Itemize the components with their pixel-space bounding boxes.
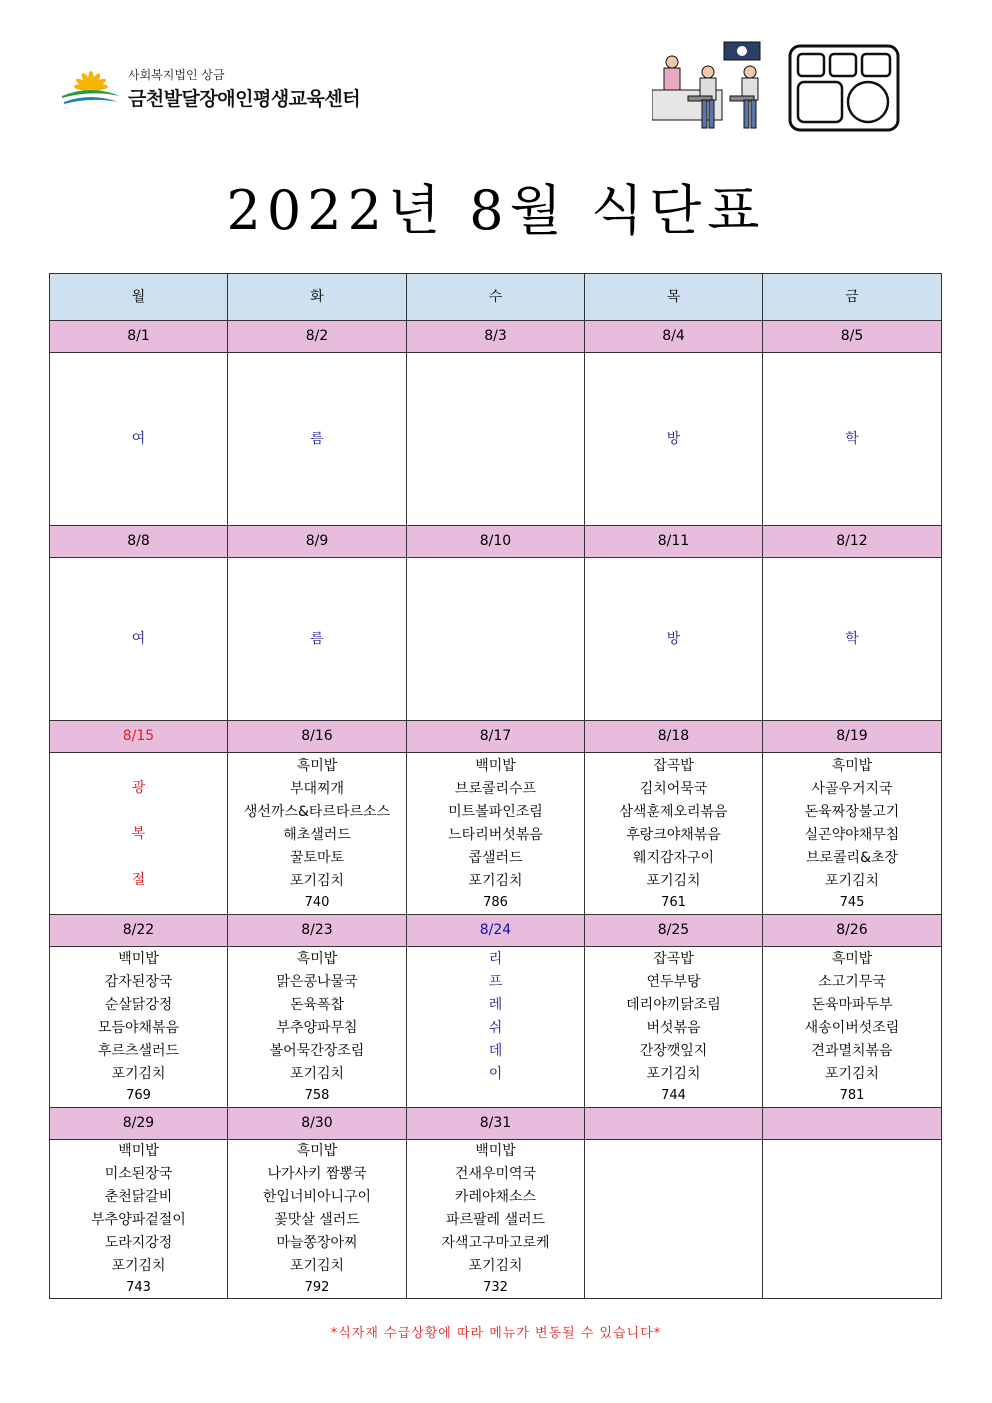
vacation-label: 학	[845, 630, 859, 647]
date-cell: 8/18	[585, 721, 763, 753]
menu-item: 간장깻잎지	[639, 1043, 708, 1059]
page-title: 2022년 8월 식단표	[226, 179, 766, 242]
menu-cell	[228, 753, 407, 915]
menu-item: 마늘쫑장아찌	[276, 1235, 358, 1251]
menu-item: 흑미밥	[831, 757, 873, 774]
menu-item: 부추양파무침	[276, 1020, 358, 1036]
menu-item: 포기김치	[289, 1258, 345, 1274]
calorie-value: 745	[839, 894, 865, 910]
refresh-day-label: 쉬	[488, 1020, 503, 1036]
cafeteria-staff-icon	[652, 40, 772, 132]
refresh-day-label: 리	[488, 951, 503, 967]
menu-row	[50, 753, 942, 915]
menu-cell	[585, 753, 763, 915]
menu-item: 도라지강정	[104, 1235, 173, 1251]
menu-item: 백미밥	[475, 757, 516, 774]
menu-item: 흑미밥	[296, 951, 338, 967]
date-cell	[763, 1108, 942, 1140]
menu-cell	[50, 558, 228, 721]
holiday-label: 광	[131, 779, 146, 796]
vacation-label: 방	[666, 630, 681, 647]
menu-cell	[407, 558, 585, 721]
calorie-value: 744	[661, 1088, 686, 1103]
menu-cell	[585, 947, 763, 1108]
sun-logo-icon	[60, 66, 122, 110]
menu-item: 데리야끼닭조림	[626, 997, 721, 1013]
menu-cell	[763, 1140, 942, 1299]
menu-item: 꿀토마토	[289, 849, 345, 866]
weekday-tue: 화	[228, 274, 407, 321]
date-row	[50, 721, 942, 753]
menu-item: 순살닭강정	[104, 997, 173, 1013]
calorie-value: 740	[304, 894, 330, 910]
calorie-value: 732	[483, 1280, 508, 1295]
menu-item: 브로콜리&초장	[805, 849, 899, 866]
date-cell: 8/12	[763, 526, 942, 558]
date-cell: 8/10	[407, 526, 585, 558]
menu-item: 포기김치	[289, 872, 345, 889]
calorie-value: 792	[304, 1280, 330, 1295]
spacer	[407, 1086, 584, 1106]
menu-item: 견과멸치볶음	[811, 1043, 893, 1059]
menu-item: 웨지감자구이	[632, 849, 715, 866]
menu-cell	[407, 1140, 585, 1299]
menu-cell	[50, 353, 228, 526]
vacation-label: 여	[131, 630, 146, 647]
menu-item: 감자된장국	[104, 974, 173, 990]
menu-item: 콥샐러드	[468, 849, 523, 866]
vacation-label: 여	[131, 430, 146, 447]
date-cell: 8/30	[228, 1108, 407, 1140]
weekday-header-row	[50, 274, 942, 321]
menu-change-note: *식자재 수급상황에 따라 메뉴가 변동될 수 있습니다*	[330, 1326, 662, 1341]
menu-item: 파르팔레 샐러드	[445, 1212, 546, 1228]
meal-tray-icon	[788, 44, 900, 132]
menu-item: 돈육폭찹	[289, 997, 345, 1013]
refresh-day-label: 이	[488, 1066, 503, 1082]
menu-item: 포기김치	[468, 872, 523, 889]
menu-item: 생선까스&타르타르소스	[243, 803, 391, 820]
menu-cell	[407, 353, 585, 526]
holiday-label: 절	[131, 871, 146, 888]
menu-item: 사골우거지국	[811, 780, 893, 797]
menu-row	[50, 558, 942, 721]
menu-item: 돈육마파두부	[811, 997, 893, 1013]
weekday-mon: 월	[50, 274, 228, 321]
date-cell: 8/11	[585, 526, 763, 558]
menu-item: 브로콜리수프	[454, 780, 537, 797]
refresh-day-label: 레	[488, 997, 503, 1013]
menu-item: 흑미밥	[296, 1143, 338, 1159]
menu-cell	[763, 558, 942, 721]
holiday-label: 복	[131, 825, 146, 842]
menu-item: 자색고구마고로케	[441, 1235, 550, 1251]
menu-cell	[228, 1140, 407, 1299]
date-cell: 8/5	[763, 321, 942, 353]
date-row	[50, 915, 942, 947]
menu-item: 카레야채소스	[454, 1189, 537, 1205]
menu-cell	[228, 353, 407, 526]
menu-cell	[407, 753, 585, 915]
date-cell: 8/1	[50, 321, 228, 353]
menu-cell	[763, 353, 942, 526]
vacation-label: 방	[666, 430, 681, 447]
org-header	[60, 62, 400, 112]
menu-item: 김치어묵국	[639, 780, 708, 797]
menu-item: 나가사키 짬뽕국	[267, 1166, 367, 1182]
menu-item: 포기김치	[646, 1066, 701, 1082]
menu-item: 포기김치	[646, 872, 701, 889]
calorie-value: 743	[126, 1280, 151, 1295]
menu-cell	[763, 947, 942, 1108]
menu-item: 돈육짜장불고기	[804, 803, 900, 820]
menu-item: 모듬야채볶음	[97, 1020, 180, 1036]
menu-item: 실곤약야채무침	[804, 826, 900, 843]
menu-cell	[585, 1140, 763, 1299]
date-cell: 8/31	[407, 1108, 585, 1140]
calorie-value: 769	[126, 1088, 151, 1103]
menu-cell	[585, 558, 763, 721]
date-cell: 8/9	[228, 526, 407, 558]
menu-item: 느타리버섯볶음	[448, 826, 543, 843]
menu-item: 부추양파겉절이	[91, 1212, 186, 1228]
menu-cell	[50, 753, 228, 915]
date-cell: 8/2	[228, 321, 407, 353]
menu-item: 포기김치	[468, 1258, 523, 1274]
menu-item: 백미밥	[118, 951, 159, 967]
menu-cell	[585, 353, 763, 526]
date-cell	[585, 1108, 763, 1140]
menu-cell	[228, 947, 407, 1108]
menu-row	[50, 947, 942, 1108]
date-cell: 8/24	[407, 915, 585, 947]
menu-cell	[50, 947, 228, 1108]
menu-item: 잡곡밥	[653, 951, 694, 967]
menu-item: 미트볼파인조림	[448, 803, 543, 820]
menu-cell	[407, 947, 585, 1108]
calorie-value: 786	[483, 894, 508, 910]
menu-cell	[763, 753, 942, 915]
menu-item: 맑은콩나물국	[276, 974, 358, 990]
menu-row	[50, 353, 942, 526]
date-cell: 8/29	[50, 1108, 228, 1140]
menu-item: 포기김치	[289, 1066, 345, 1082]
menu-item: 연두부탕	[646, 974, 701, 990]
menu-item: 미소된장국	[104, 1166, 173, 1182]
date-cell: 8/22	[50, 915, 228, 947]
calorie-value: 758	[304, 1088, 330, 1103]
menu-item: 백미밥	[118, 1143, 159, 1159]
menu-item: 후랑크야채볶음	[626, 826, 721, 843]
org-subtitle: 사회복지법인 상금	[128, 68, 225, 82]
date-row	[50, 321, 942, 353]
menu-item: 포기김치	[824, 1066, 880, 1082]
menu-item: 포기김치	[111, 1258, 166, 1274]
menu-item: 후르츠샐러드	[97, 1043, 180, 1059]
menu-cell	[228, 558, 407, 721]
menu-item: 볼어묵간장조림	[269, 1043, 365, 1059]
menu-item: 포기김치	[824, 872, 880, 889]
refresh-day-label: 데	[488, 1043, 503, 1059]
vacation-label: 름	[310, 430, 324, 447]
menu-item: 흑미밥	[831, 951, 873, 967]
date-cell: 8/23	[228, 915, 407, 947]
menu-item: 꽃맛살 샐러드	[274, 1212, 360, 1228]
menu-item: 포기김치	[111, 1066, 166, 1082]
date-cell: 8/26	[763, 915, 942, 947]
date-cell: 8/4	[585, 321, 763, 353]
date-cell: 8/19	[763, 721, 942, 753]
menu-item: 새송이버섯조림	[804, 1020, 900, 1036]
menu-item: 한입너비아니구이	[262, 1189, 372, 1205]
meal-calendar-table	[49, 273, 942, 1299]
menu-item: 부대찌개	[289, 780, 345, 797]
menu-item: 건새우미역국	[454, 1166, 537, 1182]
date-row	[50, 526, 942, 558]
date-cell: 8/8	[50, 526, 228, 558]
date-cell: 8/17	[407, 721, 585, 753]
menu-item: 춘천닭갈비	[104, 1189, 173, 1205]
menu-item: 흑미밥	[296, 757, 338, 774]
date-cell: 8/25	[585, 915, 763, 947]
date-cell: 8/3	[407, 321, 585, 353]
menu-item: 소고기무국	[818, 974, 886, 990]
weekday-fri: 금	[763, 274, 942, 321]
weekday-wed: 수	[407, 274, 585, 321]
date-cell: 8/15	[50, 721, 228, 753]
menu-item: 잡곡밥	[653, 757, 694, 774]
refresh-day-label: 프	[488, 974, 503, 990]
weekday-thu: 목	[585, 274, 763, 321]
menu-item: 해초샐러드	[283, 826, 351, 843]
date-row	[50, 1108, 942, 1140]
menu-cell	[50, 1140, 228, 1299]
calorie-value: 761	[661, 894, 686, 910]
menu-item: 버섯볶음	[646, 1020, 701, 1036]
menu-item: 삼색훈제오리볶음	[619, 803, 728, 820]
menu-item: 백미밥	[475, 1143, 516, 1159]
vacation-label: 름	[310, 630, 324, 647]
org-name: 금천발달장애인평생교육센터	[128, 88, 361, 110]
calorie-value: 781	[839, 1088, 865, 1103]
vacation-label: 학	[845, 430, 859, 447]
menu-row	[50, 1140, 942, 1299]
date-cell: 8/16	[228, 721, 407, 753]
